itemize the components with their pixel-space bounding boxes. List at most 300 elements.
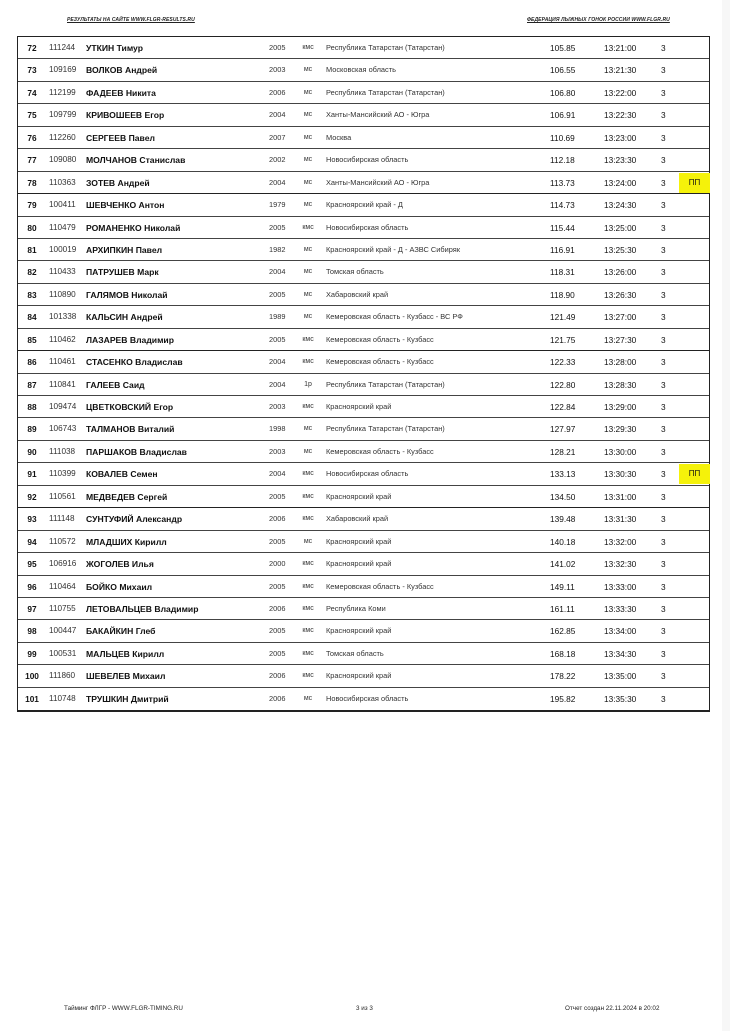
cell-points: 105.85: [550, 43, 576, 53]
cell-name: БАКАЙКИН Глеб: [86, 626, 156, 637]
note-badge: [679, 330, 710, 350]
cell-time: 13:33:30: [604, 603, 637, 614]
table-row: [18, 351, 709, 373]
cell-group: 3: [661, 581, 666, 592]
cell-points: 122.80: [550, 379, 576, 390]
cell-group: 3: [661, 267, 666, 278]
cell-time: 13:23:00: [604, 132, 637, 143]
cell-group: 3: [661, 244, 666, 255]
cell-group: 3: [661, 424, 666, 435]
cell-points: 121.49: [550, 312, 576, 323]
cell-bib: 111860: [49, 671, 76, 681]
cell-bib: 110399: [49, 469, 76, 479]
cell-year: 2000: [269, 559, 286, 569]
table-row: [18, 665, 709, 687]
cell-points: 139.48: [550, 514, 576, 525]
cell-time: 13:29:30: [604, 424, 637, 435]
note-badge: [679, 195, 710, 215]
table-row: [18, 261, 709, 283]
cell-bib: 110572: [49, 536, 76, 546]
cell-year: 1998: [269, 424, 286, 434]
cell-region: Москва: [326, 132, 352, 142]
note-badge: [679, 285, 710, 305]
table-row: [18, 620, 709, 642]
cell-region: Кемеровская область - Кузбасс: [326, 581, 434, 591]
cell-group: 3: [661, 177, 666, 188]
note-badge: [679, 375, 710, 395]
cell-bib: 112260: [49, 132, 76, 142]
cell-year: 2002: [269, 155, 286, 165]
table-row: [18, 37, 709, 59]
cell-points: 106.55: [550, 65, 576, 76]
cell-group: 3: [661, 514, 666, 525]
cell-region: Кемеровская область - Кузбасс: [326, 334, 434, 344]
cell-region: Томская область: [326, 648, 384, 658]
cell-bib: 100019: [49, 244, 77, 254]
table-row: [18, 531, 709, 553]
cell-time: 13:23:30: [604, 155, 637, 166]
cell-rank: мс: [303, 447, 313, 455]
cell-region: Красноярский край: [326, 536, 392, 546]
cell-region: Красноярский край: [326, 671, 392, 681]
cell-region: Республика Татарстан (Татарстан): [326, 87, 445, 97]
table-row: [18, 576, 709, 598]
cell-year: 1979: [269, 200, 286, 210]
cell-place: 92: [27, 491, 37, 502]
cell-points: 106.80: [550, 87, 576, 98]
cell-name: МАЛЬЦЕВ Кирилл: [86, 648, 165, 659]
cell-region: Красноярский край: [326, 491, 392, 501]
cell-bib: 110462: [49, 334, 76, 344]
cell-year: 1989: [269, 312, 286, 322]
cell-group: 3: [661, 155, 666, 166]
cell-points: 195.82: [550, 693, 576, 704]
cell-region: Красноярский край - Д: [326, 200, 403, 210]
cell-group: 3: [661, 110, 666, 121]
cell-time: 13:32:00: [604, 536, 637, 547]
table-row: [18, 149, 709, 171]
cell-name: ТАЛМАНОВ Виталий: [86, 424, 175, 435]
cell-points: 106.91: [550, 110, 576, 121]
table-row: [18, 329, 709, 351]
table-row: [18, 688, 709, 710]
cell-time: 13:25:00: [604, 222, 637, 233]
cell-year: 1982: [269, 244, 286, 254]
cell-bib: 106916: [49, 559, 77, 569]
cell-time: 13:34:00: [604, 626, 637, 637]
cell-place: 88: [27, 402, 37, 412]
report-created-timestamp: Отчет создан 22.11.2024 в 20:02: [565, 1005, 660, 1012]
cell-rank: кмс: [302, 560, 314, 568]
cell-year: 2004: [269, 110, 286, 120]
cell-bib: 110461: [49, 357, 76, 367]
cell-region: Ханты-Мансийский АО - Югра: [326, 177, 430, 187]
table-row: [18, 463, 709, 485]
cell-name: СТАСЕНКО Владислав: [86, 357, 183, 368]
cell-points: 141.02: [550, 559, 576, 570]
cell-group: 3: [661, 603, 666, 614]
cell-time: 13:28:00: [604, 357, 637, 368]
cell-place: 90: [27, 446, 37, 457]
cell-place: 77: [27, 155, 37, 166]
cell-group: 3: [661, 200, 666, 211]
note-badge: [679, 307, 710, 327]
cell-region: Новосибирская область: [326, 222, 409, 232]
note-badge: [679, 83, 710, 103]
table-row: [18, 643, 709, 665]
note-badge: ПП: [679, 173, 710, 193]
cell-place: 74: [27, 87, 37, 98]
cell-place: 91: [27, 469, 37, 480]
cell-rank: мс: [303, 313, 313, 321]
cell-place: 85: [27, 334, 37, 345]
cell-points: 128.21: [550, 446, 576, 457]
cell-place: 76: [27, 132, 37, 143]
cell-region: Кемеровская область - Кузбасс - ВС РФ: [326, 312, 463, 322]
cell-bib: 111038: [49, 446, 76, 456]
note-badge: [679, 240, 710, 260]
cell-points: 133.13: [550, 469, 576, 480]
cell-place: 81: [27, 244, 37, 255]
cell-group: 3: [661, 312, 666, 323]
cell-year: 2005: [269, 536, 286, 546]
cell-time: 13:33:00: [604, 581, 637, 592]
cell-year: 2005: [269, 222, 286, 232]
cell-group: 3: [661, 536, 666, 547]
cell-rank: мс: [303, 133, 313, 141]
table-row: [18, 104, 709, 126]
note-badge: [679, 218, 710, 238]
cell-rank: мс: [303, 201, 313, 209]
table-row: [18, 553, 709, 575]
cell-rank: мс: [303, 694, 313, 702]
note-badge: [679, 128, 710, 148]
cell-place: 100: [25, 671, 39, 682]
cell-year: 2006: [269, 514, 286, 524]
cell-rank: мс: [303, 66, 313, 74]
table-row: [18, 239, 709, 261]
cell-time: 13:22:00: [604, 87, 637, 98]
cell-place: 99: [27, 648, 37, 659]
cell-rank: кмс: [302, 403, 314, 410]
cell-place: 78: [27, 177, 37, 188]
cell-place: 73: [27, 65, 37, 76]
cell-points: 134.50: [550, 491, 576, 502]
cell-name: ПАТРУШЕВ Марк: [86, 267, 159, 278]
cell-region: Томская область: [326, 267, 384, 277]
cell-group: 3: [661, 334, 666, 345]
cell-rank: мс: [303, 245, 313, 253]
cell-year: 2006: [269, 87, 286, 97]
cell-name: БОЙКО Михаил: [86, 581, 153, 592]
cell-points: 161.11: [550, 603, 575, 614]
cell-place: 93: [27, 514, 37, 525]
cell-group: 3: [661, 357, 666, 368]
cell-bib: 109799: [49, 110, 77, 120]
cell-bib: 110841: [49, 379, 76, 389]
cell-points: 127.97: [550, 424, 576, 435]
note-badge: [679, 644, 710, 664]
cell-bib: 100531: [49, 648, 77, 658]
cell-group: 3: [661, 626, 666, 637]
cell-place: 80: [27, 222, 37, 233]
cell-place: 97: [27, 603, 37, 614]
cell-region: Республика Татарстан (Татарстан): [326, 43, 445, 52]
cell-rank: мс: [303, 178, 313, 186]
cell-region: Московская область: [326, 65, 396, 75]
cell-name: ВОЛКОВ Андрей: [86, 65, 158, 76]
cell-name: КАЛЬСИН Андрей: [86, 312, 163, 323]
cell-rank: мс: [303, 111, 313, 119]
cell-bib: 110433: [49, 267, 76, 277]
cell-place: 94: [27, 536, 37, 547]
cell-place: 98: [27, 626, 37, 637]
cell-name: ГАЛЯМОВ Николай: [86, 289, 168, 300]
cell-region: Кемеровская область - Кузбасс: [326, 446, 434, 456]
cell-bib: 111244: [49, 43, 76, 52]
cell-place: 86: [27, 357, 37, 368]
cell-time: 13:35:00: [604, 671, 637, 682]
cell-time: 13:31:00: [604, 491, 637, 502]
cell-region: Красноярский край: [326, 626, 392, 636]
cell-time: 13:30:30: [604, 469, 637, 480]
cell-group: 3: [661, 693, 666, 704]
cell-points: 121.75: [550, 334, 576, 345]
cell-rank: кмс: [302, 604, 314, 612]
cell-points: 116.91: [550, 244, 575, 255]
table-row: [18, 217, 709, 239]
cell-name: МЕДВЕДЕВ Сергей: [86, 491, 168, 502]
cell-bib: 106743: [49, 424, 77, 434]
cell-rank: кмс: [302, 649, 314, 657]
cell-year: 2005: [269, 289, 286, 299]
note-badge: [679, 532, 710, 552]
note-badge: [679, 487, 710, 507]
cell-name: ЛЕТОВАЛЬЦЕВ Владимир: [86, 603, 199, 614]
cell-group: 3: [661, 469, 666, 480]
note-badge: [679, 60, 710, 80]
note-badge: [679, 105, 710, 125]
cell-region: Кемеровская область - Кузбасс: [326, 357, 434, 367]
cell-name: ШЕВЕЛЕВ Михаил: [86, 671, 166, 682]
cell-rank: мс: [303, 537, 313, 545]
cell-group: 3: [661, 289, 666, 300]
cell-year: 2006: [269, 693, 286, 703]
cell-bib: 109169: [49, 65, 77, 75]
cell-year: 2005: [269, 43, 286, 52]
cell-group: 3: [661, 87, 666, 98]
cell-rank: кмс: [302, 515, 314, 523]
cell-points: 112.18: [550, 155, 575, 166]
cell-time: 13:35:30: [604, 693, 637, 704]
table-row: [18, 598, 709, 620]
note-badge: [679, 554, 710, 574]
cell-bib: 110748: [49, 693, 76, 703]
cell-time: 13:21:00: [604, 43, 637, 53]
cell-year: 2004: [269, 379, 286, 389]
cell-time: 13:22:30: [604, 110, 637, 121]
cell-bib: 110479: [49, 222, 76, 232]
cell-region: Республика Коми: [326, 603, 386, 613]
cell-time: 13:26:00: [604, 267, 637, 278]
table-row: [18, 396, 709, 418]
table-row: [18, 172, 709, 194]
cell-points: 113.73: [550, 177, 575, 188]
cell-rank: кмс: [302, 492, 314, 500]
cell-year: 2004: [269, 177, 286, 187]
cell-place: 82: [27, 267, 37, 278]
cell-bib: 112199: [49, 87, 76, 97]
cell-name: КРИВОШЕЕВ Егор: [86, 110, 165, 121]
cell-time: 13:26:30: [604, 289, 637, 300]
cell-region: Хабаровский край: [326, 289, 389, 299]
cell-time: 13:27:30: [604, 334, 637, 345]
cell-points: 114.73: [550, 200, 575, 211]
cell-name: СУНТУФИЙ Александр: [86, 514, 183, 525]
cell-rank: кмс: [302, 582, 314, 590]
cell-time: 13:30:00: [604, 446, 637, 457]
table-row: [18, 127, 709, 149]
cell-region: Красноярский край: [326, 559, 392, 569]
cell-group: 3: [661, 132, 666, 143]
cell-rank: кмс: [302, 672, 314, 680]
cell-name: ШЕВЧЕНКО Антон: [86, 200, 165, 211]
cell-time: 13:29:00: [604, 402, 637, 412]
cell-rank: мс: [303, 268, 313, 276]
footer-timing-link[interactable]: Тайминг ФЛГР - WWW.FLGR-TIMING.RU: [64, 1005, 183, 1012]
cell-rank: 1р: [304, 380, 312, 388]
table-row: [18, 284, 709, 306]
cell-year: 2005: [269, 581, 286, 591]
cell-time: 13:28:30: [604, 379, 637, 390]
table-row: [18, 374, 709, 396]
cell-name: УТКИН Тимур: [86, 43, 143, 53]
cell-group: 3: [661, 648, 666, 659]
note-badge: [679, 397, 710, 417]
table-row: [18, 59, 709, 81]
cell-place: 87: [27, 379, 37, 390]
cell-year: 2006: [269, 603, 286, 613]
cell-points: 118.31: [550, 267, 575, 278]
cell-group: 3: [661, 491, 666, 502]
cell-place: 96: [27, 581, 37, 592]
cell-name: ФАДЕЕВ Никита: [86, 87, 156, 98]
cell-group: 3: [661, 559, 666, 570]
cell-time: 13:32:30: [604, 559, 637, 570]
cell-rank: кмс: [302, 470, 314, 478]
cell-points: 115.44: [550, 222, 575, 233]
note-badge: [679, 689, 710, 709]
table-row: [18, 306, 709, 328]
cell-rank: мс: [303, 290, 313, 298]
cell-year: 2005: [269, 626, 286, 636]
note-badge: [679, 150, 710, 170]
results-table: [17, 36, 710, 712]
cell-region: Хабаровский край: [326, 514, 389, 524]
cell-bib: 110464: [49, 581, 76, 591]
cell-points: 178.22: [550, 671, 576, 682]
cell-year: 2005: [269, 491, 286, 501]
cell-points: 140.18: [550, 536, 576, 547]
cell-year: 2007: [269, 132, 286, 142]
cell-bib: 110363: [49, 177, 76, 187]
note-badge: [679, 352, 710, 372]
cell-name: ГАЛЕЕВ Саид: [86, 379, 145, 390]
cell-place: 95: [27, 559, 37, 570]
cell-points: 122.33: [550, 357, 576, 368]
cell-rank: кмс: [302, 358, 314, 366]
note-badge: [679, 577, 710, 597]
cell-year: 2004: [269, 469, 286, 479]
cell-place: 84: [27, 312, 37, 323]
cell-bib: 110755: [49, 603, 76, 613]
cell-group: 3: [661, 402, 666, 412]
cell-time: 13:21:30: [604, 65, 637, 76]
cell-points: 118.90: [550, 289, 575, 300]
note-badge: [679, 509, 710, 529]
cell-place: 75: [27, 110, 37, 121]
cell-place: 79: [27, 200, 37, 211]
cell-name: АРХИПКИН Павел: [86, 244, 163, 255]
cell-time: 13:34:30: [604, 648, 637, 659]
cell-name: ТРУШКИН Дмитрий: [86, 693, 169, 704]
note-badge: [679, 599, 710, 619]
cell-points: 162.85: [550, 626, 576, 637]
cell-region: Красноярский край - Д - АЗВС Сибиряк: [326, 244, 460, 254]
cell-year: 2004: [269, 267, 286, 277]
note-badge: [679, 666, 710, 686]
cell-group: 3: [661, 446, 666, 457]
cell-name: МОЛЧАНОВ Станислав: [86, 155, 186, 166]
cell-region: Новосибирская область: [326, 693, 409, 703]
cell-place: 83: [27, 289, 37, 300]
cell-year: 2006: [269, 671, 286, 681]
cell-region: Республика Татарстан (Татарстан): [326, 424, 445, 434]
results-site-link[interactable]: РЕЗУЛЬТАТЫ НА САЙТЕ WWW.FLGR-RESULTS.RU: [67, 17, 195, 23]
cell-rank: мс: [303, 88, 313, 96]
cell-region: Новосибирская область: [326, 469, 409, 479]
note-badge: [679, 262, 710, 282]
cell-bib: 100411: [49, 200, 76, 210]
cell-year: 2003: [269, 65, 286, 75]
table-row: [18, 194, 709, 216]
cell-name: КОВАЛЕВ Семен: [86, 469, 158, 480]
note-badge: ПП: [679, 464, 710, 484]
cell-name: МЛАДШИХ Кирилл: [86, 536, 167, 547]
cell-points: 122.84: [550, 402, 576, 412]
cell-time: 13:27:00: [604, 312, 637, 323]
cell-rank: кмс: [302, 627, 314, 635]
cell-bib: 111148: [49, 514, 75, 524]
cell-time: 13:24:30: [604, 200, 637, 211]
table-row: [18, 441, 709, 463]
table-row: [18, 418, 709, 440]
cell-region: Ханты-Мансийский АО - Югра: [326, 110, 430, 120]
cell-rank: кмс: [302, 44, 314, 51]
cell-time: 13:31:30: [604, 514, 637, 525]
federation-site-link[interactable]: ФЕДЕРАЦИЯ ЛЫЖНЫХ ГОНОК РОССИИ WWW.FLGR.RU: [527, 17, 670, 23]
cell-time: 13:24:00: [604, 177, 637, 188]
cell-name: ЛАЗАРЕВ Владимир: [86, 334, 174, 345]
cell-bib: 109080: [49, 155, 77, 165]
note-badge: [679, 419, 710, 439]
note-badge: [679, 442, 710, 462]
cell-group: 3: [661, 379, 666, 390]
cell-rank: кмс: [302, 335, 314, 343]
cell-region: Новосибирская область: [326, 155, 409, 165]
table-row: [18, 82, 709, 104]
cell-region: Красноярский край: [326, 402, 392, 411]
